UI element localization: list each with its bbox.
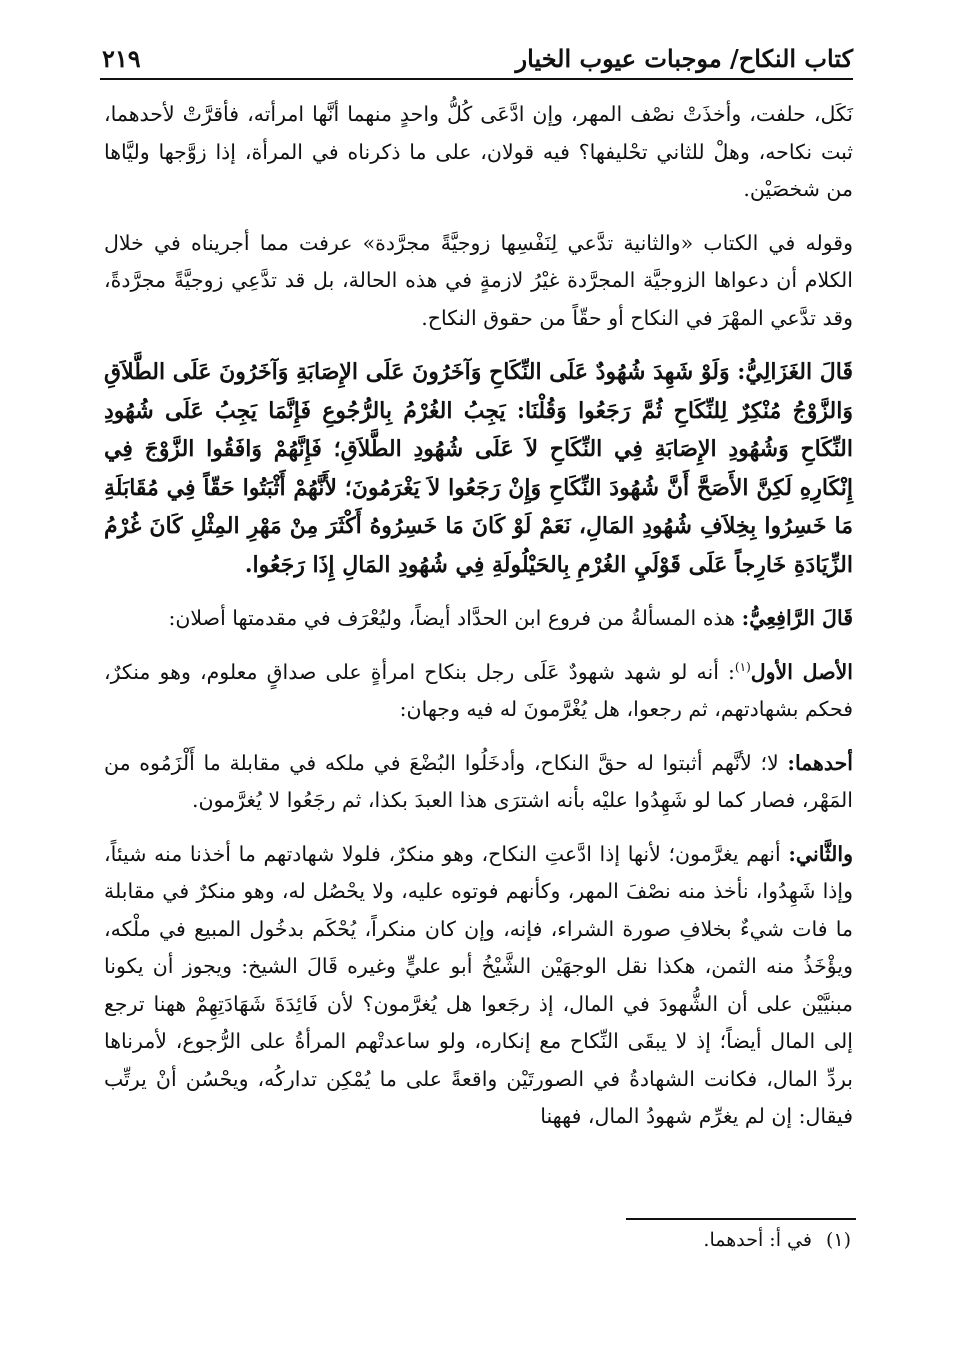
page-header: [100, 38, 853, 80]
ghazali-quote: [104, 353, 853, 584]
footnote: [703, 1229, 851, 1251]
first-principle-text: : أنه لو شهد شهودٌ عَلَى رجل بنكاح امرأةٍ على صداقٍ معلوم، وهو منكرٌ، فحكم بشهادتهم، ثم رجعوا، هل يُغْرَّمونَ له فيه وجهان:: [104, 659, 853, 721]
first-principle-paragraph: [104, 654, 853, 729]
first-view-lead: أحدهما:: [787, 750, 853, 775]
paragraph-commentary: وقوله في الكتاب «والثانية تدَّعي لِنَفْسِها زوجيَّةً مجرَّدة» عرفت مما أجريناه في خلال الكلام أن دعواها الزوجيَّة المجرَّدة غيْرُ لازمةٍ في هذه الحالة، بل قد تدَّعِي زوجيَّةً مجرَّدةً، وقد تدَّعي المهْرَ في النكاح أو حقّاً من حقوق النكاح.: [104, 230, 853, 330]
running-title: كتاب النكاح/ موجبات عيوب الخيار: [515, 44, 853, 73]
first-view-text: لا؛ لأنَّهم أثبتوا له حقَّ النكاح، وأدخَلُوا البُضْعَ في ملكه في مقابلة ما أَلْزَمُوه من المَهْر، فصار كما لو شَهِدُوا عليْه بأنه اشترَى هذا العبدَ بكذا، ثم رجَعُوا لا يُغرَّمون.: [104, 750, 853, 812]
footnote-text: في أ: أحدهما.: [703, 1229, 812, 1251]
first-view-paragraph: [104, 745, 853, 820]
footnote-reference: (١): [734, 659, 751, 674]
paragraph-continuation: نَكَل، حلفت، وأخذَتْ نصْف المهر، وإن ادَّعَى كُلُّ واحدٍ منهما أنَّها امرأته، فأقرَّتْ لأحدهما، ثبت نكاحه، وهلْ للثاني تحْليفها؟ فيه قولان، على ما ذكرناه في المرأة، إذا زوَّجها وليَّاها من شخصَيْن.: [104, 102, 853, 201]
first-principle-lead: الأصل الأول: [750, 659, 853, 684]
page-body: [104, 96, 853, 1152]
rafii-text: هذه المسألةُ من فروع ابن الحدَّاد أيضاً، وليُعْرَف في مقدمتها أصلان:: [168, 606, 736, 630]
page-number: ٢١٩: [102, 44, 141, 73]
second-view-lead: والثَّاني:: [788, 841, 853, 866]
ghazali-text: وَلَوْ شَهِدَ شُهُودٌ عَلَى النِّكَاحِ وَآخَرُونَ عَلَى الإِصَابَةِ وَآخَرُونَ عَلَى الطَّلاَقِ وَالزَّوْجُ مُنْكِرٌ لِلنِّكَاحِ ثُمَّ رَجَعُوا وَقُلْنَا: يَجِبُ الغُرْمُ بِالرُّجُوعِ فَإِنَّمَا يَجِبُ عَلَى شُهُودِ النِّكَاحِ وَشُهُودِ الإِصَابَةِ فِي النِّكَاحِ لاَ عَلَى شُهُودِ الطَّلاَقِ؛ فَإِنَّهُمْ وَافَقُوا الزَّوْجَ فِي إِنْكَارِهِ لَكِنَّ الأَصَحَّ أَنَّ شُهُودَ النِّكَاحِ وَإِنْ رَجَعُوا لاَ يَغْرَمُونَ؛ لأَنَّهُمْ أَثْبَتُوا حَقّاً فِي مُقَابَلَةِ مَا خَسِرُوا بِخِلاَفِ شُهُودِ المَالِ، نَعَمْ لَوْ كَانَ مَا خَسِرُوهُ أَكْثَرَ مِنْ مَهْرِ المِثْلِ كَانَ غُرْمُ الزِّيَادَةِ خَارِجاً عَلَى قَوْلَيِ الغُرْمِ بِالحَيْلُولَةِ فِي شُهُودِ المَالِ إِذَا رَجَعُوا.: [104, 359, 853, 578]
footnote-divider: [626, 1218, 856, 1220]
rafii-lead: قَالَ الرَّافِعِيُّ:: [741, 606, 853, 630]
second-view-text: أنهم يغرَّمون؛ لأنها إذا ادَّعتِ النكاح، وهو منكرٌ، فلولا شهادتهم ما أخذنا منه شيئاً، وإذا شَهِدُوا، نأخذ منه نصْفَ المهر، وكأنهم فوتوه عليه، ولا يحْصُل له، وهو منكرٌ في مقابلة ما فات شيءٌ بخلافِ صورة الشراء، فإنه، وإن كان منكراً، يُحْكَم بدخُول المبيع في ملْكه، ويؤْخَذُ منه الثمن، هكذا نقل الوجهَيْن الشَّيْخُ أبو عليٍّ وغيره قَالَ الشيخ: ويجوز أن يكونا مبنيَّيْن على أن الشُّهودَ في المال، إذ رجَعوا هل يُغرَّمون؟ لأن فَائِدَةَ شَهَادَتِهِمْ ههنا ترجع إلى المال أيضاً؛ إذ لا يبقَى النِّكاح مع إنكاره، ولو ساعدتْهم المرأةُ على الرُّجوع، لأمرناها بردِّ المال، فكانت الشهادةُ في الصورتَيْن واقعةً على ما يُمْكِن تداركُه، ويحْسُن أنْ يرتِّب فيقال: إن لم يغرِّم شهودُ المال، فههنا: [104, 841, 853, 1128]
ghazali-lead: قَالَ الغَزَالِيُّ:: [737, 359, 853, 385]
rafii-paragraph: [104, 600, 853, 638]
second-view-paragraph: [104, 836, 853, 1136]
footnote-marker: (١): [825, 1229, 851, 1251]
